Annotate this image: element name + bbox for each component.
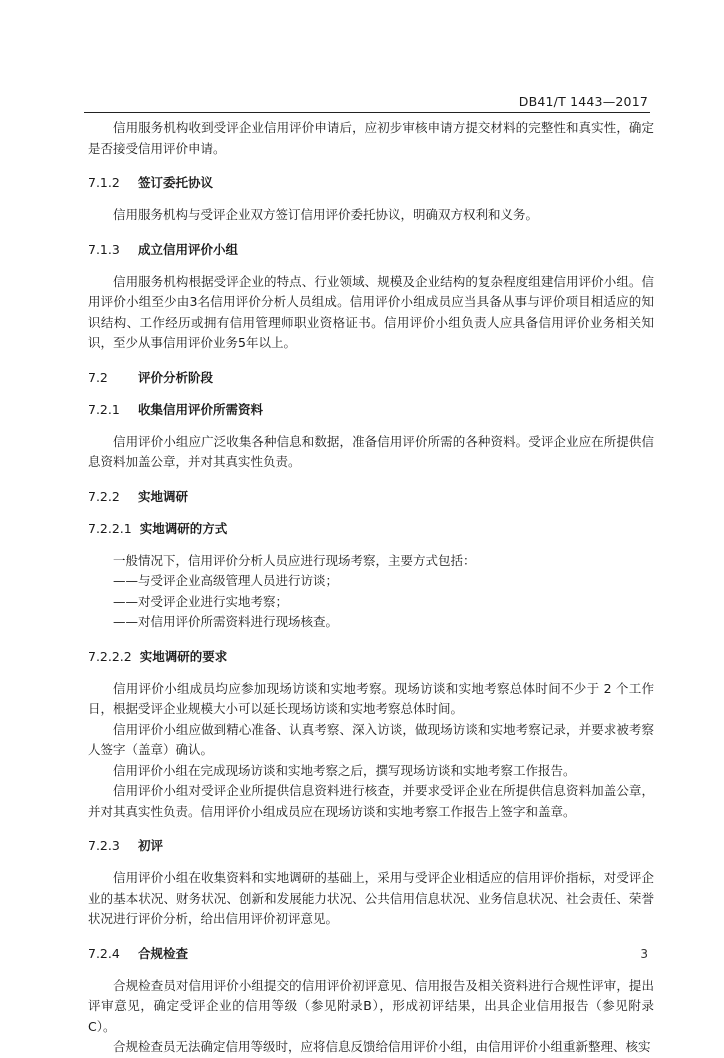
paragraph: 信用评价小组应做到精心准备、认真考察、深入访谈，做现场访谈和实地考察记录，并要求被考察人签字（盖章）确认。 xyxy=(88,721,654,757)
section-number: 7.2.4 xyxy=(88,945,120,961)
section-number: 7.2.2.2 xyxy=(88,648,132,664)
section-heading xyxy=(88,487,654,507)
section-number: 7.2.2.1 xyxy=(88,520,132,536)
paragraph: 信用评价小组对受评企业所提供信息资料进行核查，并要求受评企业在所提供信息资料加盖公章，并对其真实性负责。信用评价小组成员应在现场访谈和实地考察工作报告上签字和盖章。 xyxy=(88,783,654,819)
section-title: 签订委托协议 xyxy=(138,175,214,190)
section-heading xyxy=(88,836,654,856)
section-title: 实地调研的要求 xyxy=(139,648,228,664)
section-heading xyxy=(88,240,654,260)
section-title: 成立信用评价小组 xyxy=(138,241,239,257)
paragraph: 信用服务机构与受评企业双方签订信用评价委托协议，明确双方权利和义务。 xyxy=(113,207,539,222)
section-number: 7.1.3 xyxy=(88,241,120,257)
page-number: 3 xyxy=(640,947,648,961)
section-title: 实地调研的方式 xyxy=(139,520,228,536)
list-item: ——对信用评价所需资料进行现场核查。 xyxy=(113,614,339,629)
header-divider xyxy=(84,112,650,113)
paragraph: 信用评价小组在收集资料和实地调研的基础上，采用与受评企业相适应的信用评价指标，对受评企业的基本状况、财务状况、创新和发展能力状况、公共信用信息状况、业务信息状况、社会责任、荣誉状况进行评价分析，给出信用评价初评意见。 xyxy=(88,870,654,926)
document-body xyxy=(88,118,654,1058)
paragraph: 信用评价小组成员均应参加现场访谈和实地考察。现场访谈和实地考察总体时间不少于 2 个工作日，根据受评企业规模大小可以延长现场访谈和实地考察总体时间。 xyxy=(88,680,654,716)
paragraph: 信用服务机构根据受评企业的特点、行业领域、规模及企业结构的复杂程度组建信用评价小组。信用评价小组至少由3名信用评价分析人员组成。信用评价小组成员应当具备从事与评价项目相适应的知识结构、工作经历或拥有信用管理师职业资格证书。信用评价小组负责人应具备信用评价业务相关知识，至少从事信用评价业务5年以上。 xyxy=(88,273,654,350)
paragraph: 信用评价小组在完成现场访谈和实地考察之后，撰写现场访谈和实地考察工作报告。 xyxy=(113,762,576,778)
section-heading xyxy=(88,944,654,964)
paragraph: 一般情况下，信用评价分析人员应进行现场考察，主要方式包括： xyxy=(113,552,476,568)
section-heading xyxy=(88,173,654,193)
section-number: 7.2.2 xyxy=(88,488,120,504)
section-title: 合规检查 xyxy=(138,945,189,961)
section-heading xyxy=(88,400,654,420)
standard-code: DB41/T 1443—2017 xyxy=(518,94,648,109)
section-title: 评价分析阶段 xyxy=(138,369,214,385)
section-number: 7.1.2 xyxy=(88,175,120,190)
list-item: ——对受评企业进行实地考察； xyxy=(113,593,289,609)
section-title: 收集信用评价所需资料 xyxy=(138,401,264,417)
section-heading xyxy=(88,519,654,539)
section-number: 7.2.1 xyxy=(88,401,120,417)
section-heading xyxy=(88,647,654,667)
section-number: 7.2.3 xyxy=(88,838,120,853)
paragraph: 信用服务机构收到受评企业信用评价申请后，应初步审核申请方提交材料的完整性和真实性，确定是否接受信用评价申请。 xyxy=(88,120,654,156)
paragraph: 信用评价小组应广泛收集各种信息和数据，准备信用评价所需的各种资料。受评企业应在所提供信息资料加盖公章，并对其真实性负责。 xyxy=(88,433,654,469)
paragraph: 合规检查员对信用评价小组提交的信用评价初评意见、信用报告及相关资料进行合规性评审，提出评审意见，确定受评企业的信用等级（参见附录B），形成初评结果，出具企业信用报告（参见附录C）。 xyxy=(88,977,654,1034)
section-heading xyxy=(88,368,654,388)
paragraph: 合规检查员无法确定信用等级时，应将信息反馈给信用评价小组，由信用评价小组重新整理、核实 xyxy=(113,1039,651,1054)
section-title: 实地调研 xyxy=(138,488,189,504)
section-title: 初评 xyxy=(138,838,164,853)
section-number: 7.2 xyxy=(88,369,108,385)
list-item: ——与受评企业高级管理人员进行访谈； xyxy=(113,573,339,588)
